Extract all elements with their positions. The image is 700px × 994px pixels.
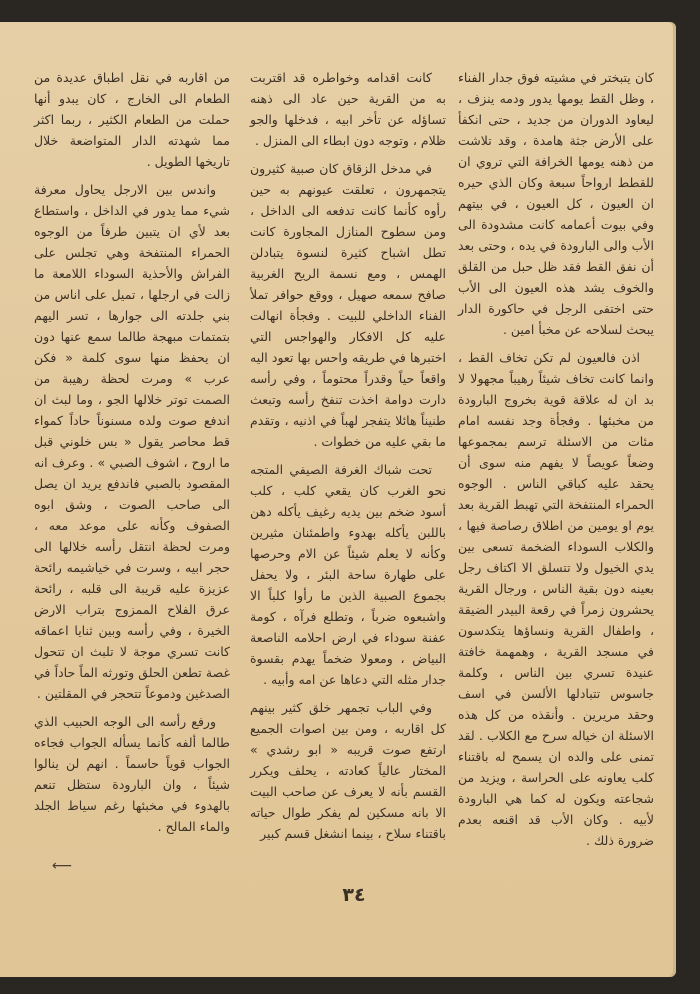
paragraph: كانت اقدامه وخواطره قد اقتربت به من القرية حين عاد الى ذهنه تساؤله عن تأخر ابيه ، فدخلها والجو ظلام ، وتوجه دون ابطاء الى المنزل . bbox=[250, 70, 446, 148]
page-edge bbox=[673, 32, 676, 967]
continue-arrow-icon: ⟵ bbox=[52, 858, 73, 874]
text-column-left bbox=[34, 67, 230, 837]
paragraph: ورفع رأسه الى الوجه الحبيب الذي طالما ألفه كأنما يسأله الجواب فجاءه الجواب قوياً حاسماً . انهم لن ينالوا شيئاً ، وان البارودة ستظل تنعم بالهدوء في مخبئها رغم سياط الجلد والماء المالح . bbox=[34, 714, 230, 834]
paragraph: اذن فالعيون لم تكن تخاف القط ، وانما كانت تخاف شيئاً رهيباً مجهولا لا بد ان له علاقة قوية بخروج البارودة من مخبئها . وفجأة وجد نفسه امام مئات من الاسئلة ترسم بمجموعها وضعاً عويصاً لا يفهم منه سوى أن يحقد عليه كباقي الناس . الوجوه الحمراء المنتفخة التي تهبط القرية بعد يوم او يومين من اطلاق رصاصة فيها ، والكلاب السوداء الضخمة تسعى بين يدي الخيول ولا تتسلق الا اكتاف رجل بعينه دون بقية الناس ، ورجال القرية يحشرون زمراً في رقعة البيدر الضيقة ، واطفال القرية ونساؤها يتكدسون في مسجد القرية ، وهمهمة خافتة عنيدة تسري بين الناس ، وكلمة جاسوس تتبادلها الألسن في اسف وحقد مريرين . وأنقذه من كل هذه الاسئلة ان خياله سرح مع الكلاب . لقد تمنى على والده ان يسمح له باقتناء كلب يعاونه على الحراسة ، ويزيد من شجاعته ويكون له كما هي البارودة لأبيه . وكان الأب قد اقنعه بعدم ضرورة ذلك . bbox=[458, 350, 654, 848]
page-number: ٣٤ bbox=[342, 884, 366, 906]
paragraph: تحت شباك الغرفة الصيفي المتجه نحو الغرب كان يقعي كلب ، كلب أسود ضخم بين يديه رغيف يأكله دهن باللبن يأكله بهدوء واطمئنان مثيرين وكأنه لا يعلم شيئاً عن الام وحرصها على طهارة ساحة البئر ، ولا يحفل بجموع الصبية الذين ما رأوا كلباً الا واشبعوه ضرباً ، وتطلع فرآه ، كومة عفنة سوداء في ارض احلامه الناصعة البياض ، ومعولا ضخماً يهدم بقسوة جدار مثله التي دعاها عن امه وأبيه . bbox=[250, 462, 446, 687]
paragraph: من اقاربه في نقل اطباق عديدة من الطعام الى الخارج ، كان يبدو أنها حملت من الطعام الكثير ، ربما اكثر مما شهدته الدار المتواضعة خلال تاريخها الطويل . bbox=[34, 70, 230, 169]
text-column-middle bbox=[250, 67, 446, 844]
paragraph: واندس بين الارجل يحاول معرفة شيء مما يدور في الداخل ، واستطاع بعد لأي ان يتبين طرفاً من الوجوه الحمراء المنتفخة وهي تجلس على الفراش والأحذية السوداء اللامعة ما زالت في ارجلها ، تميل على اناس من بني جلدته الى جوارها ، تسر اليهم بتمتمات مبهجة طالما سمع عنها دون ان يحفظ منها سوى كلمة « فكن عرب » ومرت لحظة رهيبة من الصمت توتر خلالها الجو ، وما لبث ان اندفع صوت ولده مسنوناً حاداً كمواء قط محاصر يقول « بس خلوني قبل ما اروح ، اشوف الصبي » . وعرف انه المقصود بالصبي فاندفع يريد ان يصل الى صاحب الصوت ، وشق ابوه الصفوف وكأنه على موعد معه ، ومرت لحظة انتقل رأسه خلالها الى حجر ابيه ، وسرت في خياشيمه رائحة عزيزة عليه قريبة الى قلبه ، رائحة عرق الفلاح الممزوج بتراب الارض الخيرة ، وفي رأسه وبين ثنايا اعماقه كانت تسري موجة لا تلبث ان تتحول غصة تطعن الحلق وتورثه الماً حاداً في الصدغين ودموعاً تتحجر في المقلتين . bbox=[34, 182, 230, 701]
paragraph: وفي الباب تجمهر خلق كثير بينهم كل اقاربه ، ومن بين اصوات الجميع ارتفع صوت قريبه « ابو رشدي » المختار عالياً كعادته ، يحلف ويكرر القسم بأنه لا يعرف عن صاحب البيت الا بانه مسكين لم يفكر طوال حياته باقتناء سلاح ، بينما انشغل قسم كبير bbox=[250, 700, 446, 841]
scanned-page bbox=[0, 22, 676, 977]
text-column-right bbox=[458, 67, 654, 851]
paragraph: كان يتبختر في مشيته فوق جدار الفناء ، وظل القط يومها يدور ودمه ينزف ، ليعاود الدوران من جديد ، حتى انكفأ على الأرض جثة هامدة ، وقد تلاشت من ذهنه يومها الخرافة التي تروي ان للقطط ارواحاً سبعة وكان الذي حيره ان العيون ، كل العيون ، في بيتهم وفي بيوت أعمامه كانت مشدودة الى الأب والى البارودة في يده ، وحتى بعد أن نفق القط فقد ظل حبل من القلق والخوف يشد هذه العيون الى الأب حتى اختفى الرجل في حاكورة الدار يبحث لسلاحه عن مخبأ امين . bbox=[458, 70, 654, 337]
paragraph: في مدخل الزقاق كان صبية كثيرون يتجمهرون ، تعلقت عيونهم به حين رأوه كأنما كانت تدفعه الى الداخل ، ومن سطوح المنازل المجاورة كانت تطل اشباح كثيرة لنسوة يتبادلن الهمس ، ومع نسمة الريح الغربية صافح سمعه صهيل ، ووقع حوافر تملأ الفناء الداخلي للبيت . وفجأة انهالت عليه كل الافكار والهواجس التي اختبرها في طريقه واحس بها تعود اليه واقعاً حياً وقدراً محتوماً ، وفي رأسه دارت دوامة اخذت تنفخ رأسه وتبعث طنيناً هائلا يتفجر لهباً في اذنيه ، وتقدم ما بقي عليه من خطوات . bbox=[250, 161, 446, 449]
